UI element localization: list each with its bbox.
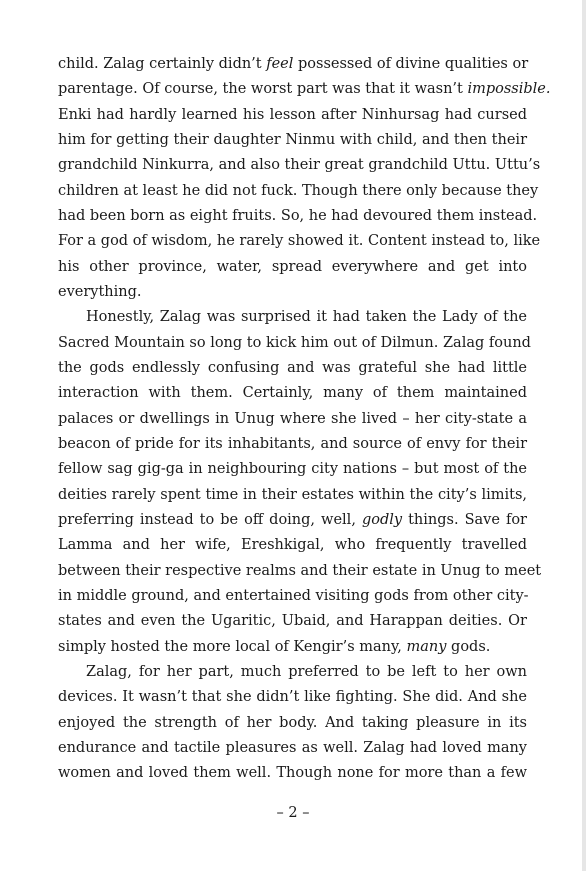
text-line bbox=[58, 381, 527, 406]
text-run: him for getting their daughter Ninmu with child, and then their bbox=[58, 131, 527, 148]
paragraph bbox=[58, 305, 542, 660]
text-line bbox=[58, 153, 541, 178]
text-line bbox=[58, 229, 541, 254]
text-run: preferring instead to be off doing, well, bbox=[58, 511, 362, 528]
text-line bbox=[58, 204, 538, 229]
text-line bbox=[58, 660, 527, 685]
text-run: Zalag, for her part, much preferred to be left to her own bbox=[86, 663, 527, 680]
text-line bbox=[58, 128, 527, 153]
text-run: deities rarely spent time in their estates within the city’s limits, bbox=[58, 486, 527, 503]
text-line bbox=[58, 356, 527, 381]
text-line bbox=[58, 331, 531, 356]
text-run: Honestly, Zalag was surprised it had taken the Lady of the bbox=[86, 309, 527, 326]
text-line bbox=[58, 609, 527, 634]
text-line bbox=[58, 736, 527, 761]
text-run: everything. bbox=[58, 283, 142, 300]
text-run: states and even the Ugaritic, Ubaid, and Harappan deities. Or bbox=[58, 613, 527, 630]
text-line bbox=[58, 407, 527, 432]
text-line bbox=[58, 103, 527, 128]
text-run: interaction with them. Certainly, many of them maintained bbox=[58, 385, 527, 402]
text-run: had been born as eight fruits. So, he had devoured them instead. bbox=[58, 207, 538, 224]
page-number: – 2 – bbox=[276, 805, 310, 821]
text-run: the gods endlessly confusing and was grateful she had little bbox=[58, 359, 527, 376]
text-line bbox=[58, 635, 527, 660]
text-run: in middle ground, and entertained visiting gods from other city- bbox=[58, 587, 529, 604]
text-run: possessed of divine qualities or bbox=[293, 56, 529, 72]
text-run: between their respective realms and their estate in Unug to meet bbox=[58, 562, 542, 579]
text-line bbox=[58, 711, 527, 736]
body-text bbox=[58, 52, 551, 787]
text-line bbox=[58, 255, 527, 280]
italic-text: many bbox=[406, 638, 447, 655]
text-line bbox=[58, 52, 527, 77]
text-run: his other province, water, spread everywhere and get into bbox=[58, 258, 527, 275]
text-line bbox=[58, 457, 527, 482]
text-run: things. Save for bbox=[402, 511, 527, 528]
text-run: Sacred Mountain so long to kick him out of Dilmun. Zalag found bbox=[58, 334, 531, 351]
paragraph bbox=[58, 52, 551, 305]
text-line bbox=[58, 559, 542, 584]
text-line bbox=[58, 179, 539, 204]
text-run: devices. It wasn’t that she didn’t like fighting. She did. And she bbox=[58, 689, 527, 706]
text-line bbox=[58, 77, 551, 102]
text-run: Enki had hardly learned his lesson after Ninhursag had cursed bbox=[58, 106, 527, 123]
text-line bbox=[58, 533, 527, 558]
text-run: parentage. Of course, the worst part was that it wasn’t bbox=[58, 81, 468, 98]
text-run: fellow sag gig-ga in neighbouring city nations – but most of the bbox=[58, 461, 527, 478]
text-line bbox=[58, 432, 527, 457]
italic-text: feel bbox=[266, 56, 294, 72]
page-edge-shadow bbox=[582, 0, 586, 871]
text-run: beacon of pride for its inhabitants, and source of envy for their bbox=[58, 435, 527, 452]
text-run: children at least he did not fuck. Though there only because they bbox=[58, 182, 539, 199]
text-run: endurance and tactile pleasures as well. Zalag had loved many bbox=[58, 739, 527, 756]
text-line bbox=[58, 508, 527, 533]
text-run: Lamma and her wife, Ereshkigal, who frequently travelled bbox=[58, 537, 527, 554]
text-run: palaces or dwellings in Unug where she lived – her city-state a bbox=[58, 410, 527, 427]
text-run: women and loved them well. Though none for more than a few bbox=[58, 765, 527, 782]
text-run: child. Zalag certainly didn’t bbox=[58, 56, 267, 72]
text-run: simply hosted the more local of Kengir’s many, bbox=[58, 638, 407, 655]
italic-text: impossible. bbox=[467, 81, 551, 98]
text-line bbox=[58, 483, 527, 508]
text-run: For a god of wisdom, he rarely showed it. Content instead to, like bbox=[58, 233, 541, 250]
paragraph bbox=[58, 660, 527, 787]
text-line bbox=[58, 685, 527, 710]
italic-text: godly bbox=[361, 511, 403, 528]
text-line bbox=[58, 305, 527, 330]
text-line bbox=[58, 761, 527, 786]
text-run: gods. bbox=[446, 638, 491, 655]
text-run: enjoyed the strength of her body. And taking pleasure in its bbox=[58, 714, 527, 731]
text-line bbox=[58, 584, 527, 609]
text-line bbox=[58, 280, 527, 305]
text-run: grandchild Ninkurra, and also their great grandchild Uttu. Uttu’s bbox=[58, 157, 541, 174]
